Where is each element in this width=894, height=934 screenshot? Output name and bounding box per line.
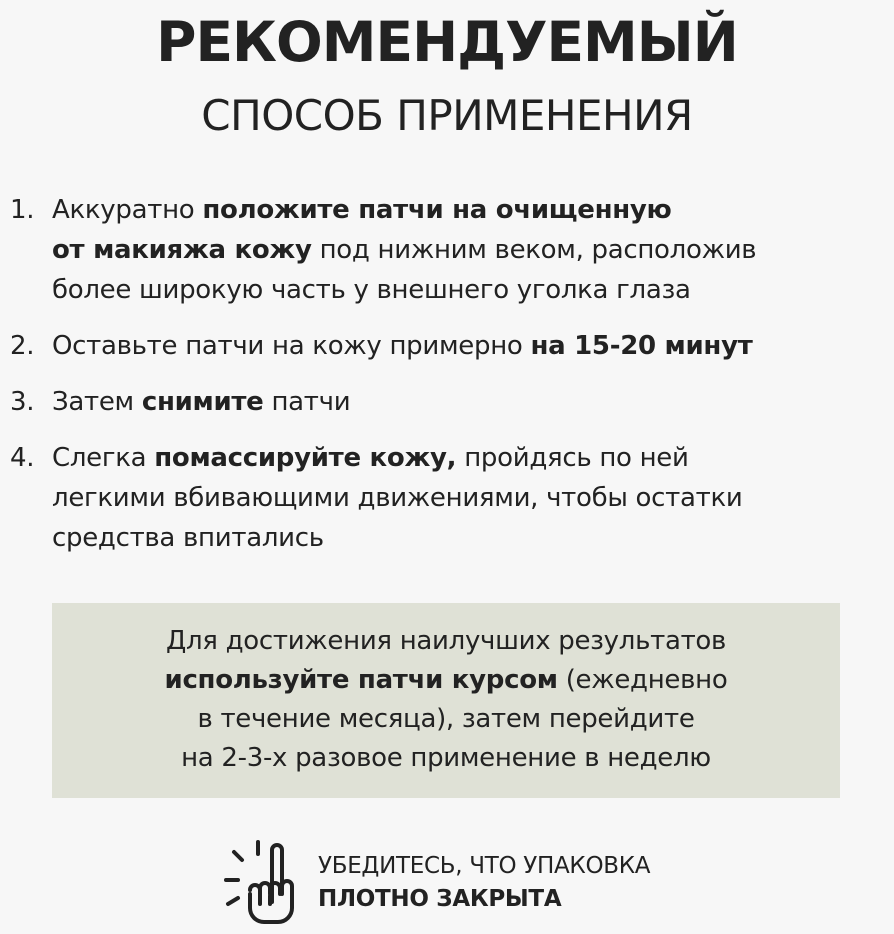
hint-line-2: ПЛОТНО ЗАКРЫТА: [318, 886, 562, 912]
tip-box: [52, 603, 840, 798]
text-segment: Слегка: [52, 443, 155, 473]
bold-text: используйте патчи курсом: [164, 665, 558, 695]
step-text: [52, 438, 890, 558]
text-segment: патчи: [263, 387, 351, 417]
text-segment: на 2-3-х разовое применение в неделю: [181, 743, 711, 773]
step-text: [52, 326, 890, 366]
packaging-hint: [220, 838, 740, 928]
step-item: [10, 438, 890, 558]
text-segment: пройдясь по ней: [456, 443, 689, 473]
bold-text: снимите: [141, 387, 264, 417]
text-line: [52, 230, 890, 270]
text-line: [52, 739, 840, 778]
text-line: [52, 661, 840, 700]
text-segment: Затем: [52, 387, 142, 417]
text-line: [52, 700, 840, 739]
text-line: [52, 326, 890, 366]
step-item: [10, 190, 890, 310]
step-number: 1.: [10, 195, 35, 225]
step-item: [10, 326, 890, 366]
bold-text: на 15-20 минут: [530, 331, 753, 361]
text-line: [52, 518, 890, 558]
text-segment: Аккуратно: [52, 195, 203, 225]
step-text: [52, 190, 890, 310]
step-number: 3.: [10, 387, 35, 417]
text-line: [52, 382, 890, 422]
text-segment: под нижним веком, расположив: [311, 235, 757, 265]
page-subtitle: СПОСОБ ПРИМЕНЕНИЯ: [201, 91, 693, 140]
text-segment: средства впитались: [52, 523, 324, 553]
steps-list: [10, 190, 890, 574]
text-segment: легкими вбивающими движениями, чтобы остатки: [52, 483, 743, 513]
bold-text: от макияжа кожу: [52, 235, 312, 265]
text-segment: более широкую часть у внешнего уголка глаза: [52, 275, 691, 305]
text-segment: (ежедневно: [557, 665, 728, 695]
text-line: [52, 270, 890, 310]
text-segment: Оставьте патчи на кожу примерно: [52, 331, 531, 361]
text-segment: в течение месяца), затем перейдите: [197, 704, 695, 734]
text-line: [52, 190, 890, 230]
page-title: РЕКОМЕНДУЕМЫЙ: [156, 10, 738, 74]
step-text: [52, 382, 890, 422]
text-segment: Для достижения наилучших результатов: [165, 626, 727, 656]
step-number: 4.: [10, 443, 35, 473]
hint-text: [318, 850, 650, 916]
pointing-hand-icon: [220, 838, 302, 928]
step-number: 2.: [10, 331, 35, 361]
bold-text: помассируйте кожу,: [154, 443, 457, 473]
bold-text: положите патчи на очищенную: [202, 195, 672, 225]
text-line: [52, 622, 840, 661]
text-line: [52, 478, 890, 518]
text-line: [52, 438, 890, 478]
step-item: [10, 382, 890, 422]
hint-line-1: УБЕДИТЕСЬ, ЧТО УПАКОВКА: [318, 853, 651, 879]
